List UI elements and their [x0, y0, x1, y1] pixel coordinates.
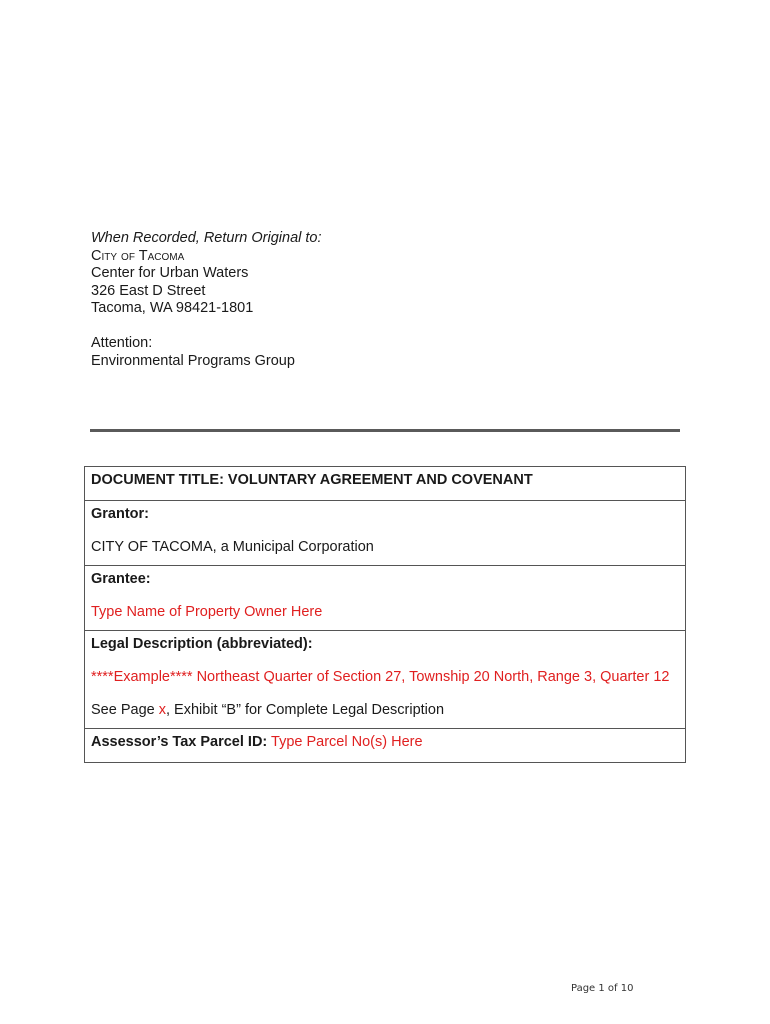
page-number: Page 1 of 10 [571, 983, 634, 994]
parcel-row [85, 728, 685, 762]
attention-label: Attention: [91, 335, 153, 351]
spacer [91, 318, 322, 336]
see-page-number: x [158, 702, 166, 718]
legal-description-row [85, 630, 685, 728]
return-city-state-zip: Tacoma, WA 98421-1801 [91, 300, 254, 316]
see-page-suffix: , Exhibit “B” for Complete Legal Description [165, 702, 445, 718]
grantor-value: CITY OF TACOMA, a Municipal Corporation [91, 539, 374, 555]
document-title-row [85, 467, 685, 500]
attention-value: Environmental Programs Group [91, 352, 295, 369]
grantor-label: Grantor: [91, 506, 149, 522]
legal-description-label: Legal Description (abbreviated): [91, 636, 313, 652]
document-info-table [84, 466, 686, 763]
legal-description-example: ****Example**** Northeast Quarter of Section 27, Township 20 North, Range 3, Quarter 12 [91, 669, 670, 685]
return-address-block [91, 230, 322, 370]
grantee-label: Grantee: [91, 571, 151, 587]
return-street: 326 East D Street [91, 282, 206, 299]
return-organization: Center for Urban Waters [91, 265, 249, 281]
parcel-label: Assessor’s Tax Parcel ID: [91, 734, 268, 750]
horizontal-divider [90, 429, 680, 432]
grantee-value: Type Name of Property Owner Here [91, 604, 323, 620]
grantee-row [85, 565, 685, 630]
return-city: City of Tacoma [91, 247, 185, 264]
grantor-row [85, 500, 685, 565]
return-heading: When Recorded, Return Original to: [91, 230, 322, 246]
parcel-value: Type Parcel No(s) Here [271, 734, 423, 750]
legal-description-reference [91, 701, 679, 720]
see-page-prefix: See Page [91, 702, 159, 718]
document-title: DOCUMENT TITLE: VOLUNTARY AGREEMENT AND COVENANT [91, 472, 533, 488]
